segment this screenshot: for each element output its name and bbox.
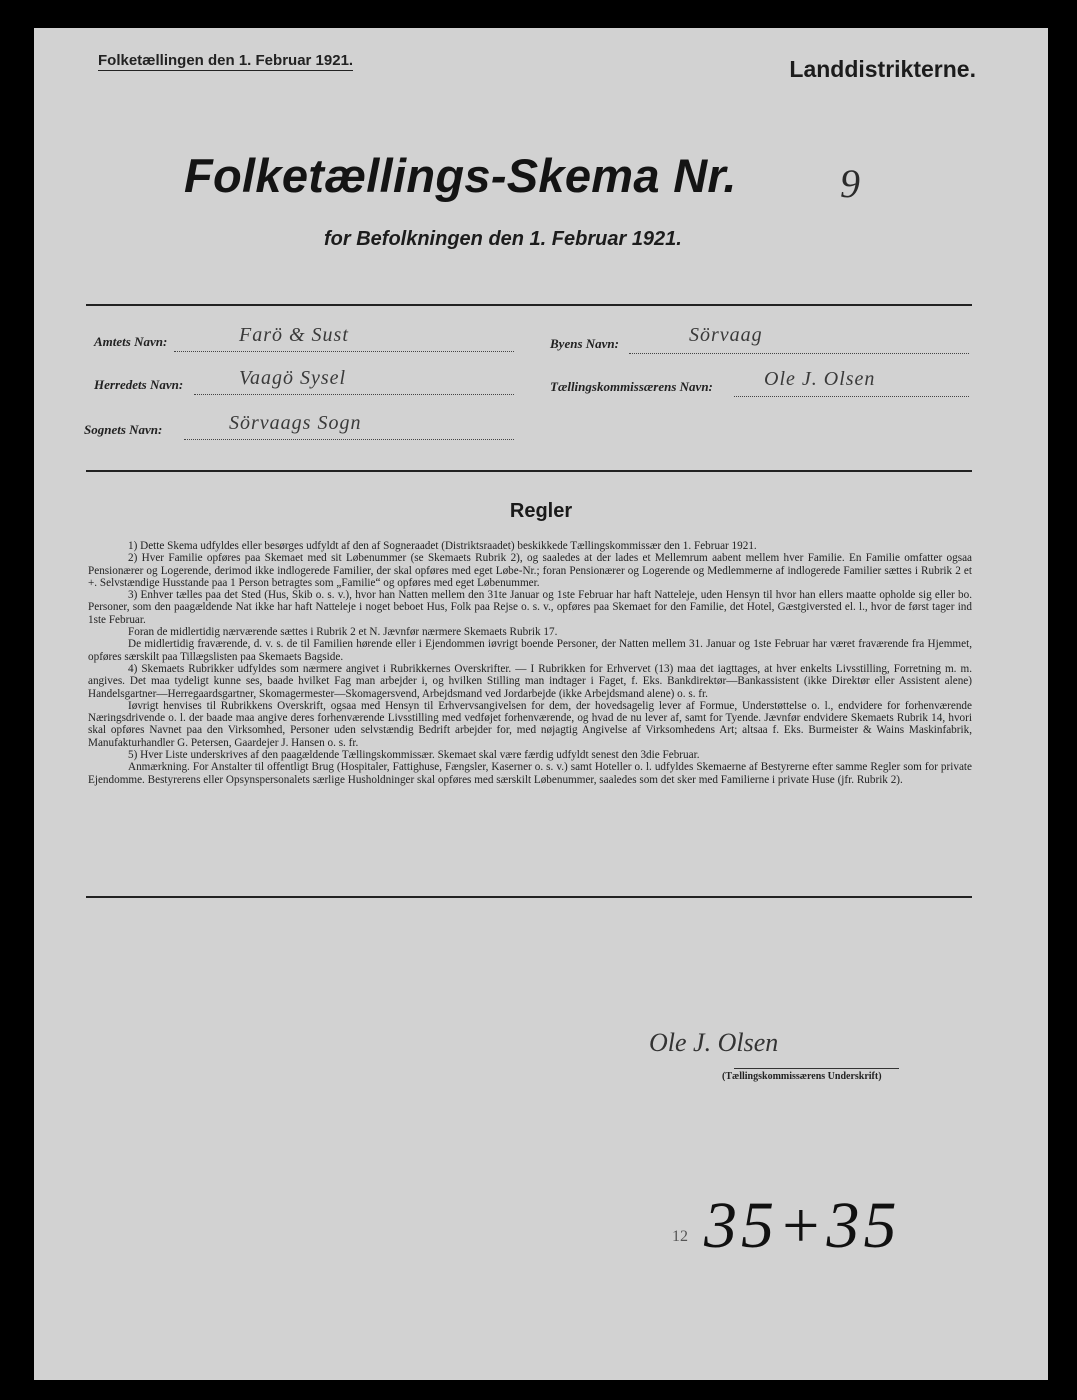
middle-divider <box>86 470 972 472</box>
signature-line <box>734 1068 899 1069</box>
signature-caption: (Tællingskommissærens Underskrift) <box>722 1071 882 1082</box>
rule-paragraph: 2) Hver Familie opføres paa Skemaet med sit Løbenummer (se Skemaets Rubrik 2), og saaledes at der lades et Mellemrum aabent mellem hver Familie. En Familie omfatter ogsaa Pensionærer og Logerende, derimod ikke indlogerede Familier, der skal opføres med eget Løbe-Nr.; foran Pensionærer og Logerende og Medlemmerne af indlogerede Familier sættes i Rubrik 2 et +. Selvstændige Husstande paa 1 Person betragtes som „Familie“ og opføres med eget Løbenummer. <box>88 552 972 589</box>
sogn-value: Sörvaags Sogn <box>229 412 362 434</box>
stamp-number: 12 <box>672 1228 688 1245</box>
rule-paragraph: 3) Enhver tælles paa det Sted (Hus, Skib o. s. v.), hvor han Natten mellem den 31te Januar og 1ste Februar har haft Natteleje, uden Hensyn til hvor han ellers maatte opholde sig eller bo. Personer, som den paagældende Nat ikke har haft Natteleje i noget beboet Hus, Folk paa Rejse o. s. v., opføres paa Skemaet for den Familie, det Hotel, Gæstgiversted el. l., hvor de først tager ind 1ste Februar. <box>88 589 972 626</box>
rule-paragraph: Iøvrigt henvises til Rubrikkens Overskrift, ogsaa med Hensyn til Erhvervsangivelsen for dem, der hovedsagelig lever af Formue, Understøttelse o. l., endvidere for forhenværende Næringsdrivende o. l. der baade maa angive deres forhenværende Livsstilling med vedføjet forhenværende, og hvad de nu lever af, samt for Tyende. Jævnfør endvidere Skemaets Rubrik 14, hvori skal opføres Navnet paa den Virksomhed, Personer uden selvstændig Bedrift arbejder for, med nøjagtig Angivelse af Virksomhedens Art; altsaa f. Eks. Burmeister & Wains Maskinfabrik, Manufakturhandler G. Petersen, Gaardejer J. Hansen o. s. fr. <box>88 699 972 749</box>
amt-dotted-line <box>174 350 514 352</box>
top-divider <box>86 304 972 306</box>
herred-value: Vaagö Sysel <box>239 367 347 389</box>
form-subtitle: for Befolkningen den 1. Februar 1921. <box>324 228 682 250</box>
by-label: Byens Navn: <box>550 336 619 351</box>
kommissaer-dotted-line <box>734 395 969 397</box>
rule-paragraph: Anmærkning. For Anstalter til offentligt Brug (Hospitaler, Fattighuse, Fængsler, Kaserner o. s. v.) samt Hoteller o. l. udfyldes Skemaerne af Bestyrerne efter samme Regler som for private Ejendomme. Bestyrerens eller Opsynspersonalets særlige Husholdninger skal opføres med særskilt Løbenummer, saaledes som det sker med Familierne i private Huse (jfr. Rubrik 2). <box>88 761 972 786</box>
rules-heading: Regler <box>509 500 573 522</box>
rule-paragraph: 4) Skemaets Rubrikker udfyldes som nærmere angivet i Rubrikkernes Overskrifter. — I Rubrikken for Erhvervet (13) maa det iagttages, at hver enkelts Livsstilling, Forretning m. m. angives. Det maa tydeligt kunne ses, baade hvilket Fag man arbejder i, og hvilken Stilling man indtager i Faget, f. Eks. Bankdirektør—Bankassistent (ikke Direktør eller Assistent alene) Handelsgartner—Herregaardsgartner, Skomagermester—Skomagersvend, Arbejdsmand ved Jordarbejde (ikke Arbejdsmand alene) o. s. fr. <box>88 662 972 700</box>
census-date-header: Folketællingen den 1. Februar 1921. <box>98 52 354 69</box>
sogn-dotted-line <box>184 438 514 440</box>
amt-label: Amtets Navn: <box>94 334 168 349</box>
rule-paragraph: Foran de midlertidig nærværende sættes i Rubrik 2 et N. Jævnfør nærmere Skemaets Rubrik 17. <box>128 626 558 639</box>
sogn-label: Sognets Navn: <box>84 422 163 437</box>
rule-paragraph: 1) Dette Skema udfyldes eller besørges udfyldt af den af Sogneraadet (Distriktsraadet) beskikkede Tællingskommissær den 1. Februar 1921. <box>128 540 757 552</box>
herred-label: Herredets Navn: <box>94 377 184 392</box>
by-value: Sörvaag <box>689 324 763 346</box>
herred-dotted-line <box>194 393 514 395</box>
district-type-header: Landdistrikterne. <box>789 56 976 82</box>
amt-value: Farö & Sust <box>239 324 349 346</box>
by-dotted-line <box>629 352 969 354</box>
handwritten-count: 35+35 <box>704 1189 901 1262</box>
rule-paragraph: 5) Hver Liste underskrives af den paagældende Tællingskommissær. Skemaet skal være færdig udfyldt senest den 3die Februar. <box>128 749 700 762</box>
bottom-divider <box>86 896 972 898</box>
kommissaer-label: Tællingskommissærens Navn: <box>550 379 713 394</box>
commissioner-signature: Ole J. Olsen <box>649 1028 779 1057</box>
form-title: Folketællings-Skema Nr. <box>184 149 737 202</box>
rule-paragraph: De midlertidig fraværende, d. v. s. de til Familien hørende eller i Ejendommen iøvrigt boende Personer, der Natten mellem 31. Januar og 1ste Februar har været fraværende fra Hjemmet, opføres særskilt paa Tillægslisten paa Skemaets Bagside. <box>88 638 972 663</box>
kommissaer-value: Ole J. Olsen <box>764 368 876 390</box>
census-form-page <box>34 28 1048 1380</box>
rules-text <box>88 540 972 786</box>
form-number-handwritten: 9 <box>840 161 860 206</box>
